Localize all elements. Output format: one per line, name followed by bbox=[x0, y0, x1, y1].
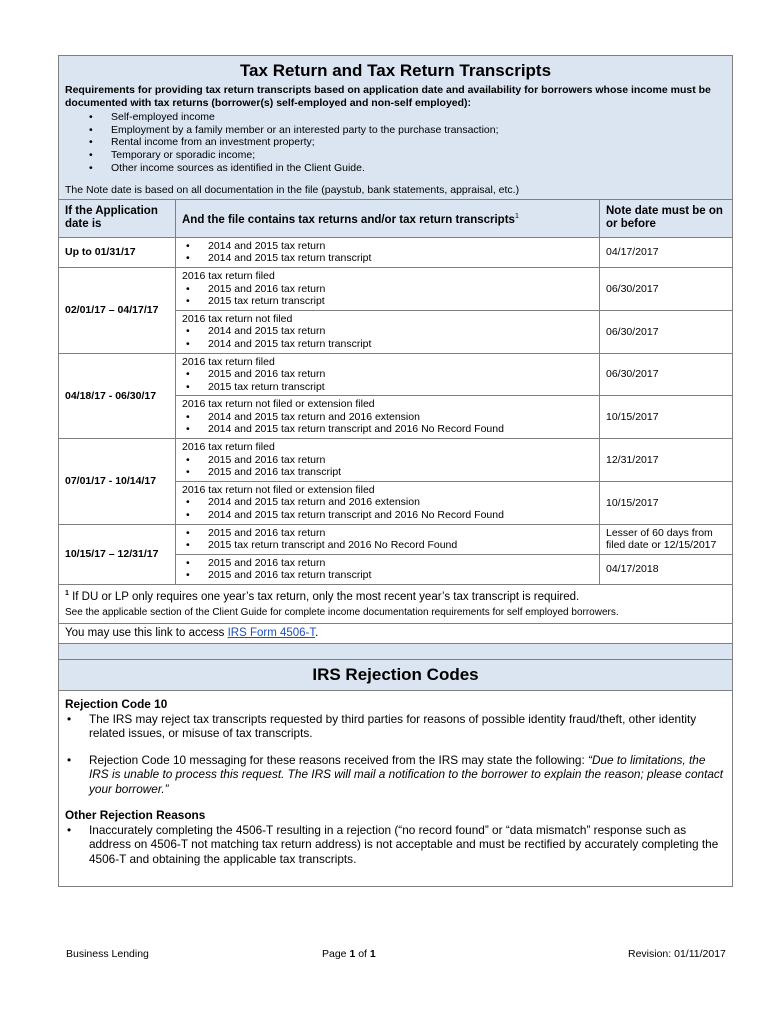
file-contents-cell bbox=[176, 439, 600, 482]
col-header-application-date: If the Application date is bbox=[59, 199, 176, 237]
list-item: • 2015 and 2016 tax return transcript bbox=[182, 569, 593, 582]
list-item: • Other income sources as identified in the Client Guide. bbox=[65, 162, 726, 175]
condition-heading: 2016 tax return not filed or extension filed bbox=[182, 398, 375, 411]
footnote: $^1$ If DU or LP only requires one year’s tax return, only the most recent year’s tax transcript is required. bbox=[65, 590, 580, 603]
rejection-section bbox=[59, 691, 733, 887]
file-contents-cell bbox=[176, 267, 600, 310]
condition-heading: 2016 tax return filed bbox=[182, 269, 275, 282]
list-item: • 2014 and 2015 tax return bbox=[182, 240, 593, 253]
list-item: • 2015 and 2016 tax return bbox=[182, 557, 593, 570]
requirements-intro: Requirements for providing tax return transcripts based on application date and availability for borrowers whose income must be documented with tax returns (borrower(s) self-employed and non-self employed): bbox=[65, 84, 711, 109]
note-date-cell: Lesser of 60 days from filed date or 12/15/2017 bbox=[600, 524, 733, 554]
note-date-cell: 04/17/2018 bbox=[600, 554, 733, 584]
condition-heading: 2016 tax return not filed or extension filed bbox=[182, 483, 375, 496]
condition-heading: 2016 tax return filed bbox=[182, 355, 275, 368]
application-date-cell: 10/15/17 – 12/31/17 bbox=[59, 524, 176, 584]
section-header bbox=[59, 56, 733, 200]
list-item: • 2015 tax return transcript bbox=[182, 381, 593, 394]
document-list bbox=[182, 411, 593, 436]
list-item: • 2014 and 2015 tax return transcript bbox=[182, 252, 593, 265]
application-date-cell: 07/01/17 - 10/14/17 bbox=[59, 439, 176, 525]
rejection-code-10-heading: Rejection Code 10 bbox=[65, 697, 168, 712]
link-prefix: You may use this link to access bbox=[65, 627, 228, 640]
list-item: • 2014 and 2015 tax return transcript bbox=[182, 338, 593, 351]
list-item: • Rejection Code 10 messaging for these reasons received from the IRS may state the following: “Due to limitations, the IRS is unable to process this request. The IRS will mail a notification to the borrower to explain the reason; please contact your borrower.” bbox=[65, 753, 726, 797]
document-list bbox=[182, 557, 593, 582]
list-item: • Inaccurately completing the 4506-T resulting in a rejection (“no record found” or “data mismatch” response such as address on 4506-T not matching tax return address) is not acceptable and must be rectified by accurately completing the 4506-T and obtaining the applicable tax transcripts. bbox=[65, 823, 726, 867]
col-header-file-contains: And the file contains tax returns and/or tax return transcripts$^1$ bbox=[176, 199, 600, 237]
note-date-cell: 06/30/2017 bbox=[600, 310, 733, 353]
application-date-cell: 04/18/17 - 06/30/17 bbox=[59, 353, 176, 439]
irs-form-4506t-link[interactable]: IRS Form 4506-T bbox=[227, 627, 316, 640]
document-list bbox=[182, 496, 593, 521]
file-contents-cell bbox=[176, 310, 600, 353]
condition-heading: 2016 tax return filed bbox=[182, 441, 275, 454]
tax-transcripts-table bbox=[58, 55, 733, 887]
application-date-cell: Up to 01/31/17 bbox=[59, 237, 176, 267]
list-item: • 2014 and 2015 tax return transcript and 2016 No Record Found bbox=[182, 423, 593, 436]
document-list bbox=[182, 325, 593, 350]
spacer-row bbox=[59, 644, 733, 660]
list-item: • 2015 tax return transcript and 2016 No Record Found bbox=[182, 539, 593, 552]
footnote-cell bbox=[59, 585, 733, 624]
file-contents-cell bbox=[176, 237, 600, 267]
footer-page-number: Page 1 of 1 bbox=[322, 948, 376, 960]
list-item: • 2015 and 2016 tax return bbox=[182, 283, 593, 296]
list-item: • 2014 and 2015 tax return bbox=[182, 325, 593, 338]
file-contents-cell bbox=[176, 524, 600, 554]
list-item: • 2014 and 2015 tax return transcript and 2016 No Record Found bbox=[182, 509, 593, 522]
requirements-list bbox=[59, 111, 732, 182]
list-item: • Self-employed income bbox=[65, 111, 726, 124]
rejection-title: IRS Rejection Codes bbox=[59, 660, 733, 691]
footer-revision: Revision: 01/11/2017 bbox=[628, 948, 726, 960]
footer-left: Business Lending bbox=[66, 948, 149, 960]
list-item: • 2014 and 2015 tax return and 2016 extension bbox=[182, 411, 593, 424]
document bbox=[58, 55, 732, 887]
document-list bbox=[182, 283, 593, 308]
link-cell bbox=[59, 624, 733, 644]
file-contents-cell bbox=[176, 481, 600, 524]
document-list bbox=[182, 454, 593, 479]
list-item: • Rental income from an investment property; bbox=[65, 136, 726, 149]
list-item: • 2015 and 2016 tax return bbox=[182, 527, 593, 540]
list-item: • 2015 and 2016 tax transcript bbox=[182, 466, 593, 479]
file-contents-cell bbox=[176, 554, 600, 584]
note-date-cell: 06/30/2017 bbox=[600, 267, 733, 310]
other-rejection-heading: Other Rejection Reasons bbox=[65, 808, 206, 823]
note-date-cell: 10/15/2017 bbox=[600, 396, 733, 439]
rejection-code-10-list bbox=[65, 712, 726, 797]
document-list bbox=[182, 368, 593, 393]
list-item: • 2014 and 2015 tax return and 2016 extension bbox=[182, 496, 593, 509]
other-rejection-list bbox=[65, 823, 726, 867]
col-header-note-date: Note date must be on or before bbox=[600, 199, 733, 237]
note-date-cell: 12/31/2017 bbox=[600, 439, 733, 482]
note-date-cell: 06/30/2017 bbox=[600, 353, 733, 396]
document-list bbox=[182, 527, 593, 552]
file-contents-cell bbox=[176, 353, 600, 396]
document-list bbox=[182, 240, 593, 265]
list-item: • The IRS may reject tax transcripts requested by third parties for reasons of possible identity fraud/theft, other identity related issues, or misuse of tax transcripts. bbox=[65, 712, 726, 741]
list-item: • 2015 tax return transcript bbox=[182, 295, 593, 308]
page-title: Tax Return and Tax Return Transcripts bbox=[239, 61, 552, 80]
note-date-cell: 04/17/2017 bbox=[600, 237, 733, 267]
list-item: • Employment by a family member or an interested party to the purchase transaction; bbox=[65, 124, 726, 137]
list-item: • 2015 and 2016 tax return bbox=[182, 454, 593, 467]
application-date-cell: 02/01/17 – 04/17/17 bbox=[59, 267, 176, 353]
file-contents-cell bbox=[176, 396, 600, 439]
list-item: • 2015 and 2016 tax return bbox=[182, 368, 593, 381]
link-suffix: . bbox=[315, 627, 319, 640]
footnote-see: See the applicable section of the Client Guide for complete income documentation requirements for self employed borrowers. bbox=[65, 606, 619, 618]
note-date-cell: 10/15/2017 bbox=[600, 481, 733, 524]
note-date-statement: The Note date is based on all documentation in the file (paystub, bank statements, appraisal, etc.) bbox=[65, 184, 520, 197]
condition-heading: 2016 tax return not filed bbox=[182, 312, 293, 325]
list-item: • Temporary or sporadic income; bbox=[65, 149, 726, 162]
